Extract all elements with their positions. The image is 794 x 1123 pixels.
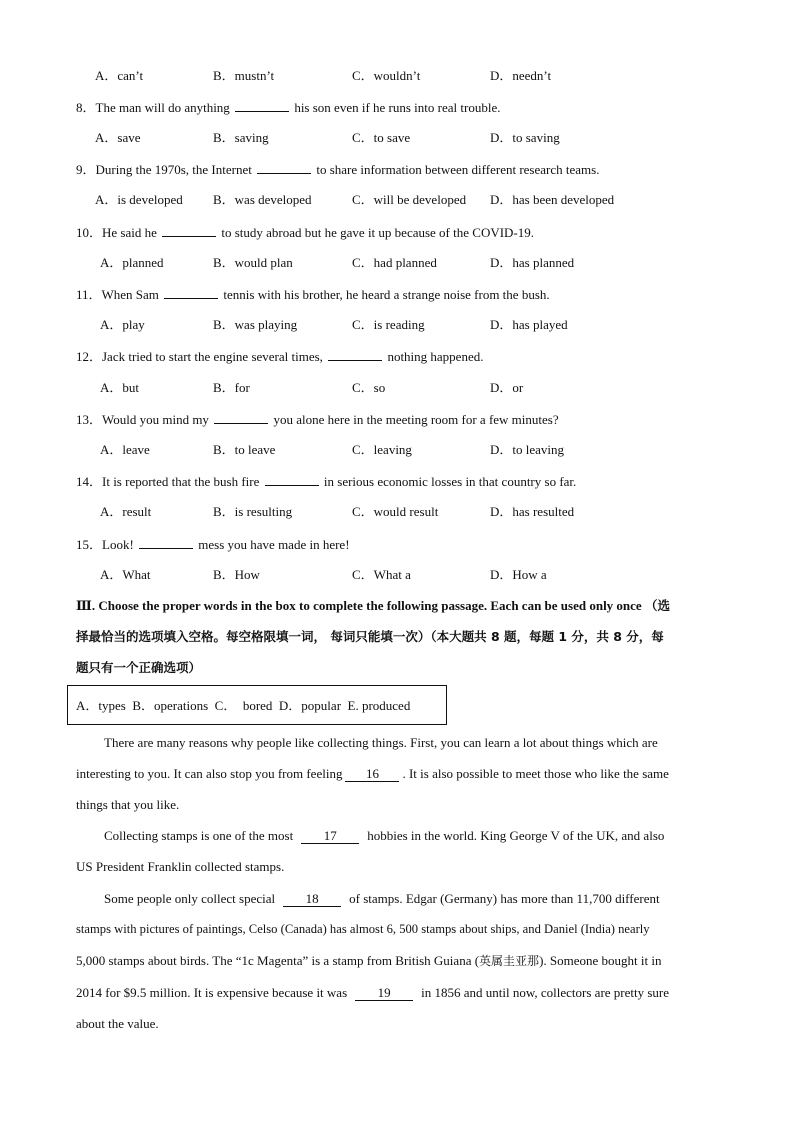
- stem-text: 9．During the 1970s, the Internet: [76, 162, 252, 177]
- stem-text: 11．When Sam: [76, 287, 159, 302]
- question-13-stem: [76, 411, 559, 428]
- option-c[interactable]: C．What a: [352, 567, 411, 582]
- option-d[interactable]: D．has resulted: [490, 504, 575, 519]
- option-d[interactable]: D．has been developed: [490, 192, 615, 207]
- option-b[interactable]: B．was developed: [213, 192, 312, 207]
- option-a[interactable]: A．can’t: [95, 68, 144, 83]
- passage-text: hobbies in the world. King George V of the UK, and also: [367, 828, 665, 843]
- option-c[interactable]: C．is reading: [352, 317, 425, 332]
- option-b[interactable]: B．mustn’t: [213, 68, 275, 83]
- answer-blank[interactable]: [328, 348, 382, 361]
- option-d[interactable]: D．has played: [490, 317, 568, 332]
- option-d[interactable]: D．to saving: [490, 130, 560, 145]
- option-b[interactable]: B．to leave: [213, 442, 276, 457]
- answer-blank[interactable]: [139, 536, 193, 549]
- option-b[interactable]: B．would plan: [213, 255, 293, 270]
- question-15-stem: [76, 536, 350, 553]
- option-b[interactable]: B．for: [213, 380, 250, 395]
- passage-paragraph-1: [76, 727, 718, 820]
- section-title-cn: 题只有一个正确选项）: [76, 660, 202, 675]
- answer-blank[interactable]: [235, 99, 289, 112]
- option-b[interactable]: B．How: [213, 567, 260, 582]
- passage-text: 5,000 stamps about birds. The “1c Magenta” is a stamp from British Guiana (: [76, 953, 480, 968]
- passage-text: ). Someone bought it in: [539, 953, 662, 968]
- option-c[interactable]: C．will be developed: [352, 192, 467, 207]
- option-a[interactable]: A．What: [100, 567, 151, 582]
- option-a[interactable]: A．save: [95, 130, 141, 145]
- stem-text: 14．It is reported that the bush fire: [76, 474, 260, 489]
- option-a[interactable]: A．planned: [100, 255, 164, 270]
- passage-text: stamps with pictures of paintings, Celso (Canada) has almost 6, 500 stamps about ships, and Daniel (India) nearly: [76, 922, 650, 936]
- stem-text: his son even if he runs into real trouble.: [294, 100, 501, 115]
- option-c[interactable]: C．wouldn’t: [352, 68, 421, 83]
- stem-text: 8．The man will do anything: [76, 100, 230, 115]
- section-title-cn: 择最恰当的选项填入空格。每空格限填一词， 每词只能填一次）（本大题共 8 题，每题 1 分，共 8 分，每: [76, 629, 664, 644]
- option-a[interactable]: A．play: [100, 317, 145, 332]
- blank-17[interactable]: 17: [301, 829, 359, 844]
- passage-text: There are many reasons why people like collecting things. First, you can learn a lot about things which are: [104, 735, 658, 750]
- stem-text: tennis with his brother, he heard a strange noise from the bush.: [223, 287, 550, 302]
- passage-text: Collecting stamps is one of the most: [104, 828, 294, 843]
- option-c[interactable]: C．so: [352, 380, 386, 395]
- blank-16[interactable]: 16: [345, 767, 399, 782]
- passage-text: things that you like.: [76, 797, 180, 812]
- option-b[interactable]: B．is resulting: [213, 504, 293, 519]
- stem-text: 13．Would you mind my: [76, 412, 209, 427]
- stem-text: 10．He said he: [76, 225, 157, 240]
- stem-text: to study abroad but he gave it up because of the COVID-19.: [221, 225, 535, 240]
- stem-text: you alone here in the meeting room for a few minutes?: [273, 412, 559, 427]
- passage-text: 2014 for $9.5 million. It is expensive because it was: [76, 985, 348, 1000]
- option-c[interactable]: C．would result: [352, 504, 439, 519]
- option-c[interactable]: C．to save: [352, 130, 411, 145]
- passage-paragraph-2: [76, 820, 718, 882]
- section-title-cn: （选: [644, 598, 670, 613]
- question-11-stem: [76, 286, 550, 303]
- passage-text: interesting to you. It can also stop you from feeling: [76, 766, 343, 781]
- section-title-en: Ⅲ. Choose the proper words in the box to complete the following passage. Each can be used only once: [76, 598, 642, 613]
- option-d[interactable]: D．has planned: [490, 255, 575, 270]
- blank-19[interactable]: 19: [355, 986, 413, 1001]
- option-c[interactable]: C．leaving: [352, 442, 412, 457]
- passage-text: . It is also possible to meet those who like the same: [402, 766, 669, 781]
- option-a[interactable]: A．but: [100, 380, 140, 395]
- option-d[interactable]: D．or: [490, 380, 524, 395]
- stem-text: 12．Jack tried to start the engine several times,: [76, 349, 323, 364]
- question-9-stem: [76, 161, 599, 178]
- word-bank-options: A．types B．operations C． bored D．popular E. produced: [76, 698, 411, 713]
- option-a[interactable]: A．result: [100, 504, 152, 519]
- option-b[interactable]: B．saving: [213, 130, 269, 145]
- stem-text: mess you have made in here!: [198, 537, 350, 552]
- passage-text-cn: 英属圭亚那: [479, 954, 540, 968]
- blank-18[interactable]: 18: [283, 892, 341, 907]
- answer-blank[interactable]: [164, 286, 218, 299]
- question-10-stem: [76, 224, 534, 241]
- option-b[interactable]: B．was playing: [213, 317, 298, 332]
- answer-blank[interactable]: [214, 411, 268, 424]
- stem-text: to share information between different research teams.: [316, 162, 600, 177]
- passage-text: of stamps. Edgar (Germany) has more than 11,700 different: [349, 891, 660, 906]
- option-a[interactable]: A．leave: [100, 442, 150, 457]
- option-d[interactable]: D．needn’t: [490, 68, 552, 83]
- passage-text: Some people only collect special: [104, 891, 276, 906]
- answer-blank[interactable]: [265, 473, 319, 486]
- question-8-stem: [76, 99, 500, 116]
- passage-paragraph-3: [76, 883, 718, 1039]
- passage-text: about the value.: [76, 1016, 159, 1031]
- word-bank-box: [67, 685, 447, 725]
- stem-text: nothing happened.: [387, 349, 484, 364]
- option-d[interactable]: D．How a: [490, 567, 547, 582]
- answer-blank[interactable]: [162, 224, 216, 237]
- stem-text: 15．Look!: [76, 537, 134, 552]
- question-12-stem: [76, 348, 483, 365]
- stem-text: in serious economic losses in that country so far.: [323, 474, 577, 489]
- passage-text: US President Franklin collected stamps.: [76, 859, 285, 874]
- section-3-heading: [76, 590, 718, 683]
- passage-text: in 1856 and until now, collectors are pretty sure: [421, 985, 670, 1000]
- question-14-stem: [76, 473, 576, 490]
- option-a[interactable]: A．is developed: [95, 192, 183, 207]
- option-d[interactable]: D．to leaving: [490, 442, 565, 457]
- answer-blank[interactable]: [257, 161, 311, 174]
- option-c[interactable]: C．had planned: [352, 255, 437, 270]
